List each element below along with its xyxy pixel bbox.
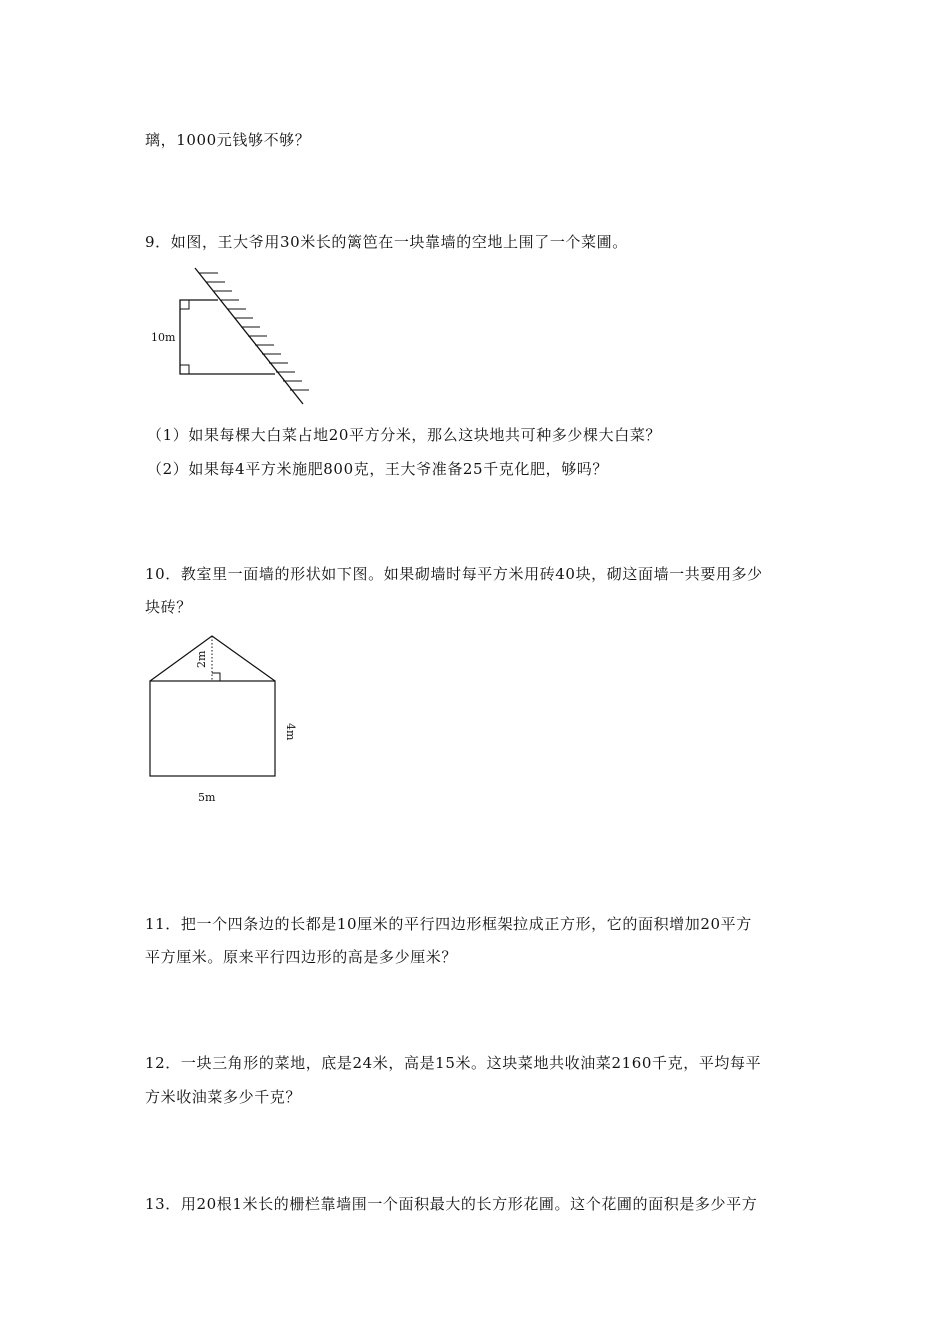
question-9-part-1: （1）如果每棵大白菜占地20平方分米，那么这块地共可种多少棵大白菜？ [147,426,662,444]
fence-outline [180,300,275,374]
question-12-line-2: 方米收油菜多少千克？ [145,1088,302,1106]
wall-shape-figure [140,628,310,813]
question-13-line-1: 13．用20根1米长的栅栏靠墙围一个面积最大的长方形花圃。这个花圃的面积是多少平方 [145,1195,758,1213]
width-label: 5m [198,791,216,804]
question-9-part-2: （2）如果每4平方米施肥800克，王大爷准备25千克化肥，够吗？ [147,460,609,478]
side-length-label: 10m [151,331,176,344]
question-12-line-1: 12．一块三角形的菜地，底是24米，高是15米。这块菜地共收油菜2160千克，平均每平 [145,1054,762,1072]
trapezoid-garden-figure [140,265,320,410]
wall-hatching [199,273,309,390]
question-9-text: 9．如图，王大爷用30米长的篱笆在一块靠墙的空地上围了一个菜圃。 [145,233,628,251]
question-10-line-1: 10．教室里一面墙的形状如下图。如果砌墙时每平方米用砖40块，砌这面墙一共要用多少 [145,565,763,583]
question-11-line-2: 平方厘米。原来平行四边形的高是多少厘米？ [145,948,458,966]
question-11-line-1: 11．把一个四条边的长都是10厘米的平行四边形框架拉成正方形，它的面积增加20平方 [145,915,752,933]
right-angle-bottom [180,365,189,374]
rectangle-height-label: 4m [284,723,297,741]
continuation-text: 璃，1000元钱够不够？ [145,131,311,149]
triangle-height-label: 2m [195,650,208,668]
right-angle-top [180,300,189,309]
wall-rectangle [150,681,275,776]
height-right-angle [212,673,220,681]
question-10-line-2: 块砖？ [145,598,192,616]
